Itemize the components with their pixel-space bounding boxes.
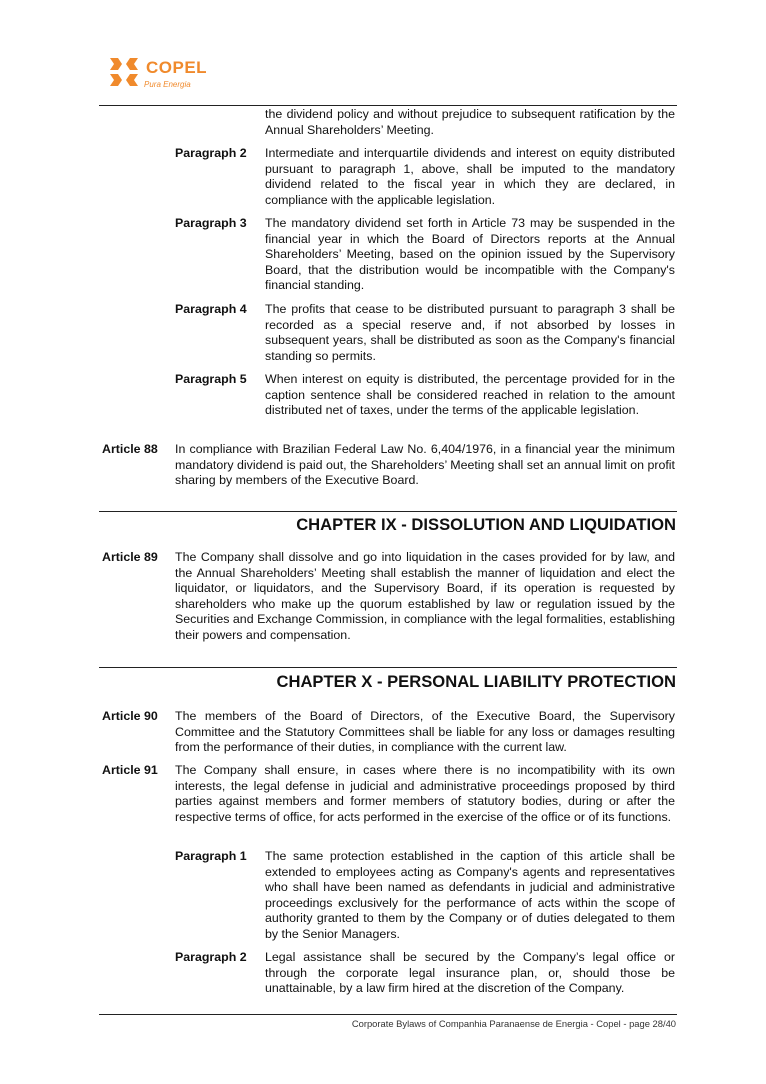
footer-rule <box>99 1014 677 1015</box>
copel-logo <box>108 52 218 96</box>
article-91-text: The Company shall ensure, in cases where there is no incompatibility with its own interests, the legal defense in judicial and administrative proceedings proposed by third parties against members and former members of statutory bodies, during or after the respective terms of office, for acts performed in the exercise of the office or of its functions. <box>175 763 675 824</box>
paragraph-3a-label: Paragraph 3 <box>175 216 247 230</box>
paragraph-2a-text: Intermediate and interquartile dividends and interest on equity distributed pursuant to paragraph 1, above, shall be imputed to the mandatory dividend related to the fiscal year in which they are declared, in compliance with the applicable legislation. <box>265 146 675 207</box>
paragraph-1b-text: The same protection established in the caption of this article shall be extended to employees acting as Company's agents and representatives who shall have been named as defendants in judicial and administrative proceedings exclusively for the performance of acts within the scope of authority granted to them by the Company or of duties delegated to them by the Senior Managers. <box>265 849 675 941</box>
chapter-10-rule <box>99 667 677 668</box>
paragraph-5a-label: Paragraph 5 <box>175 372 247 386</box>
paragraph-2b-text: Legal assistance shall be secured by the Company’s legal office or through the corporate legal insurance plan, or, should those be unattainable, by a law firm hired at the discretion of the Company. <box>265 950 675 996</box>
article-90-label: Article 90 <box>102 709 158 723</box>
logo-text: COPEL <box>146 58 208 77</box>
copel-logo-icon <box>108 56 140 88</box>
paragraph-2b-label: Paragraph 2 <box>175 950 247 964</box>
article-90-text: The members of the Board of Directors, of the Executive Board, the Supervisory Committee and the Statutory Committees shall be liable for any loss or damages resulting from the performance of their duties, in compliance with the current law. <box>175 709 675 755</box>
chapter-10-title: CHAPTER X - PERSONAL LIABILITY PROTECTION <box>276 672 676 691</box>
paragraph-4a-label: Paragraph 4 <box>175 302 247 316</box>
paragraph-1b-label: Paragraph 1 <box>175 849 247 863</box>
page-footer: Corporate Bylaws of Companhia Paranaense de Energia - Copel - page 28/40 <box>351 1018 676 1029</box>
header-rule <box>99 105 677 106</box>
article-88-text: In compliance with Brazilian Federal Law No. 6,404/1976, in a financial year the minimum mandatory dividend is paid out, the Shareholders’ Meeting shall set an annual limit on profit sharing by members of the Executive Board. <box>175 442 675 488</box>
paragraph-2a-label: Paragraph 2 <box>175 146 247 160</box>
paragraph-5a-text: When interest on equity is distributed, the percentage provided for in the caption sentence shall be considered reached in relation to the amount distributed net of taxes, under the terms of the applicable legislation. <box>265 372 675 418</box>
continuation-text: the dividend policy and without prejudice to subsequent ratification by the Annual Shareholders’ Meeting. <box>265 107 675 137</box>
chapter-9-title: CHAPTER IX - DISSOLUTION AND LIQUIDATION <box>296 515 676 534</box>
article-88-label: Article 88 <box>102 442 158 456</box>
article-89-label: Article 89 <box>102 550 158 564</box>
paragraph-3a-text: The mandatory dividend set forth in Article 73 may be suspended in the financial year in which the Board of Directors reports at the Annual Shareholders’ Meeting, based on the opinion issued by the Supervisory Board, that the distribution would be incompatible with the Company's financial standing. <box>265 216 675 293</box>
chapter-9-rule <box>99 511 677 512</box>
paragraph-4a-text: The profits that cease to be distributed pursuant to paragraph 3 shall be recorded as a special reserve and, if not absorbed by losses in subsequent years, shall be distributed as soon as the Company's financial standing so permits. <box>265 302 675 363</box>
logo-tagline: Pura Energia <box>144 80 191 89</box>
article-89-text: The Company shall dissolve and go into liquidation in the cases provided for by law, and the Annual Shareholders’ Meeting shall establish the manner of liquidation and elect the liquidator, or liquidators, and the Supervisory Board, if its operation is requested by shareholders who make up the quorum established by law or regulation issued by the Securities and Exchange Commission, in compliance with the legal formalities, establishing their powers and compensation. <box>175 550 675 642</box>
article-91-label: Article 91 <box>102 763 158 777</box>
